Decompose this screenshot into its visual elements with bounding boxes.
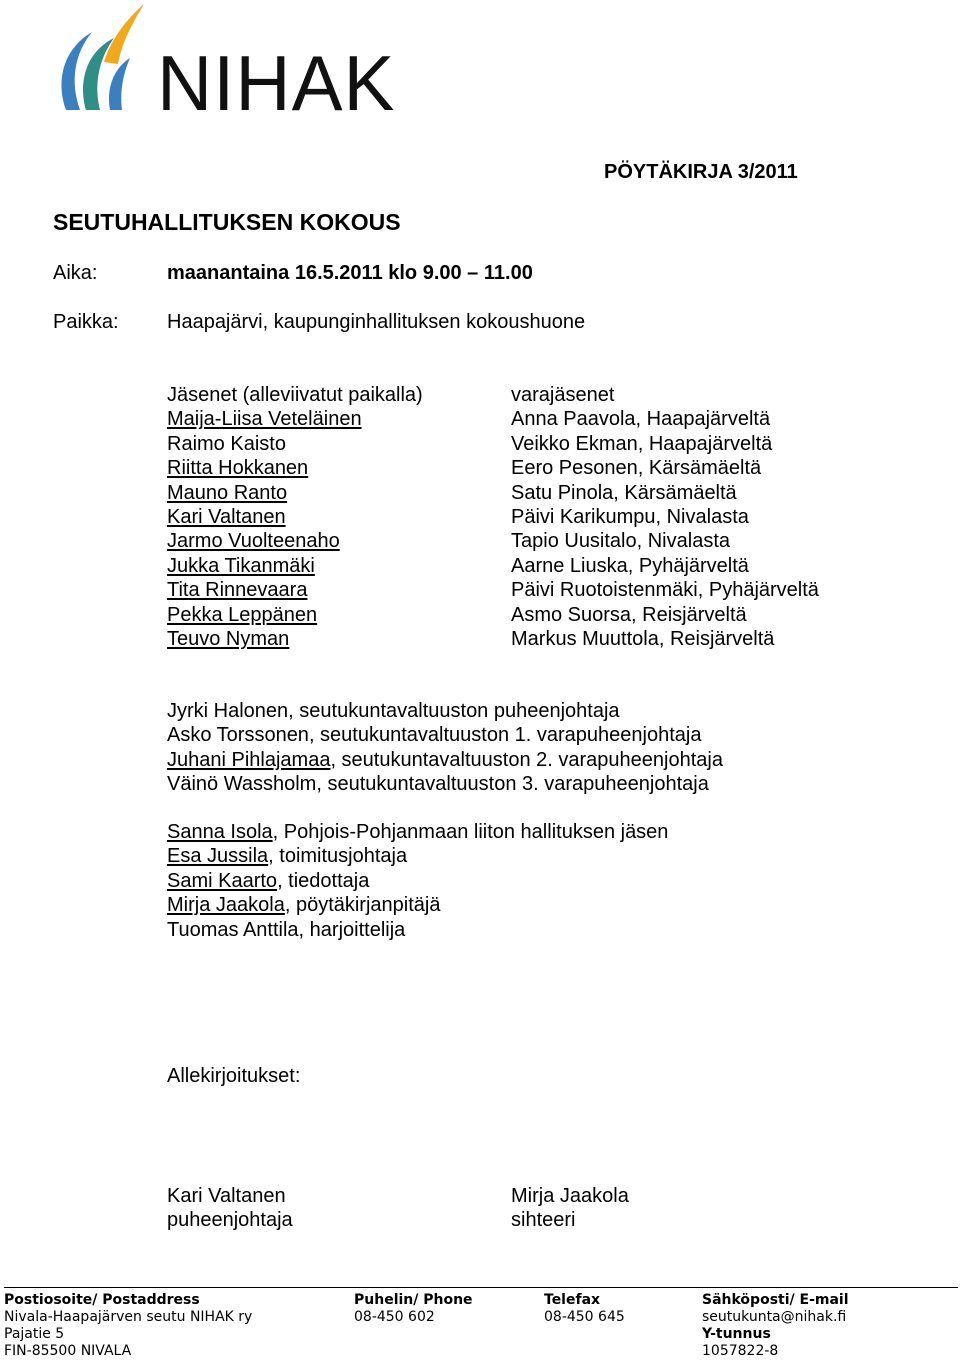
member-name: Teuvo Nyman (167, 628, 290, 651)
deputy-name: Markus Muuttola, Reisjärveltä (511, 628, 775, 651)
others-list (167, 820, 668, 942)
deputy-name: Päivi Karikumpu, Nivalasta (511, 506, 749, 529)
other-entry (167, 820, 668, 844)
council-name: Juhani Pihlajamaa (167, 748, 331, 771)
time-label: Aika: (53, 262, 98, 284)
member-name: Maija-Liisa Veteläinen (167, 408, 362, 431)
place-value: Haapajärvi, kaupunginhallituksen kokoushuone (167, 311, 586, 333)
member-name: Tita Rinnevaara (167, 579, 308, 602)
deputy-name: Eero Pesonen, Kärsämäeltä (511, 457, 762, 480)
footer-address-line: Nivala-Haapajärven seutu NIHAK ry (4, 1309, 253, 1325)
nihak-logo (52, 2, 396, 127)
footer-email-link[interactable]: seutukunta@nihak.fi (702, 1309, 847, 1325)
members-list (167, 383, 423, 651)
council-list (167, 699, 723, 797)
deputy-name: Anna Paavola, Haapajärveltä (511, 408, 771, 431)
council-entry (167, 699, 723, 723)
member-name: Pekka Leppänen (167, 603, 318, 626)
footer-phone (354, 1292, 473, 1326)
other-name: Sanna Isola (167, 821, 273, 843)
document-type: PÖYTÄKIRJA 3/2011 (604, 161, 798, 183)
time-value: maanantaina 16.5.2011 klo 9.00 – 11.00 (167, 262, 533, 284)
council-role: , seutukuntavaltuuston 2. varapuheenjohtaja (330, 748, 723, 771)
other-entry (167, 893, 668, 917)
signature-name: Mirja Jaakola (511, 1185, 629, 1207)
signature-title: sihteeri (511, 1209, 576, 1232)
footer-id-header: Y-tunnus (702, 1326, 771, 1342)
member-name: Jukka Tikanmäki (167, 554, 315, 577)
other-role: , Pohjois-Pohjanmaan liiton hallituksen jäsen (272, 821, 669, 843)
footer-email-header: Sähköposti/ E-mail (702, 1292, 849, 1308)
council-role: , seutukuntavaltuuston puheenjohtaja (288, 700, 620, 722)
footer-id-value: 1057822-8 (702, 1343, 779, 1359)
other-entry (167, 869, 668, 893)
footer-address-header: Postiosoite/ Postaddress (4, 1292, 200, 1308)
council-entry (167, 772, 723, 796)
footer-phone-value: 08-450 602 (354, 1309, 435, 1325)
place-label: Paikka: (53, 311, 119, 333)
other-name: Mirja Jaakola (167, 894, 285, 917)
members-heading: Jäsenet (alleviivatut paikalla) (167, 384, 423, 406)
council-name: Väinö Wassholm (167, 773, 317, 796)
member-name: Kari Valtanen (167, 506, 286, 529)
council-entry (167, 723, 723, 747)
other-entry (167, 918, 668, 942)
member-name: Jarmo Vuolteenaho (167, 530, 340, 553)
council-role: , seutukuntavaltuuston 3. varapuheenjohtaja (316, 773, 709, 796)
deputy-name: Tapio Uusitalo, Nivalasta (511, 530, 730, 553)
footer-fax-value: 08-450 645 (544, 1309, 625, 1325)
footer-address-line: Pajatie 5 (4, 1326, 65, 1342)
deputy-name: Satu Pinola, Kärsämäeltä (511, 481, 737, 504)
footer-email (702, 1292, 849, 1360)
council-entry (167, 748, 723, 772)
logo-wordmark: NIHAK (157, 39, 396, 127)
other-role: , pöytäkirjanpitäjä (284, 894, 441, 917)
deputy-name: Päivi Ruotoistenmäki, Pyhäjärveltä (511, 579, 819, 602)
council-name: Asko Torssonen (167, 724, 309, 747)
council-role: , seutukuntavaltuuston 1. varapuheenjohtaja (308, 724, 702, 747)
footer-address-line: FIN-85500 NIVALA (4, 1343, 132, 1359)
deputy-name: Aarne Liuska, Pyhäjärveltä (511, 554, 749, 577)
signature-right (511, 1184, 629, 1233)
footer-divider (4, 1287, 958, 1288)
nihak-swoosh-icon (52, 2, 172, 114)
deputies-list (511, 383, 819, 651)
signature-name: Kari Valtanen (167, 1185, 286, 1207)
footer-fax (544, 1292, 625, 1326)
deputy-name: Veikko Ekman, Haapajärveltä (511, 432, 773, 455)
footer-address (4, 1292, 252, 1360)
signature-left (167, 1184, 293, 1233)
meeting-title: SEUTUHALLITUKSEN KOKOUS (53, 209, 401, 235)
footer-phone-header: Puhelin/ Phone (354, 1292, 473, 1308)
deputies-heading: varajäsenet (511, 384, 615, 406)
other-name: Sami Kaarto (167, 869, 278, 892)
other-role: , harjoittelija (298, 918, 406, 941)
signature-title: puheenjohtaja (167, 1209, 293, 1232)
other-name: Tuomas Anttila (167, 918, 299, 941)
council-name: Jyrki Halonen (167, 700, 289, 722)
other-entry (167, 844, 668, 868)
footer-fax-header: Telefax (544, 1292, 601, 1308)
signatures-heading: Allekirjoitukset: (167, 1065, 301, 1087)
member-name: Raimo Kaisto (167, 432, 286, 455)
other-name: Esa Jussila (167, 845, 269, 868)
member-name: Riitta Hokkanen (167, 457, 309, 480)
member-name: Mauno Ranto (167, 481, 288, 504)
other-role: , tiedottaja (277, 869, 370, 892)
deputy-name: Asmo Suorsa, Reisjärveltä (511, 603, 747, 626)
other-role: , toimitusjohtaja (268, 845, 408, 868)
